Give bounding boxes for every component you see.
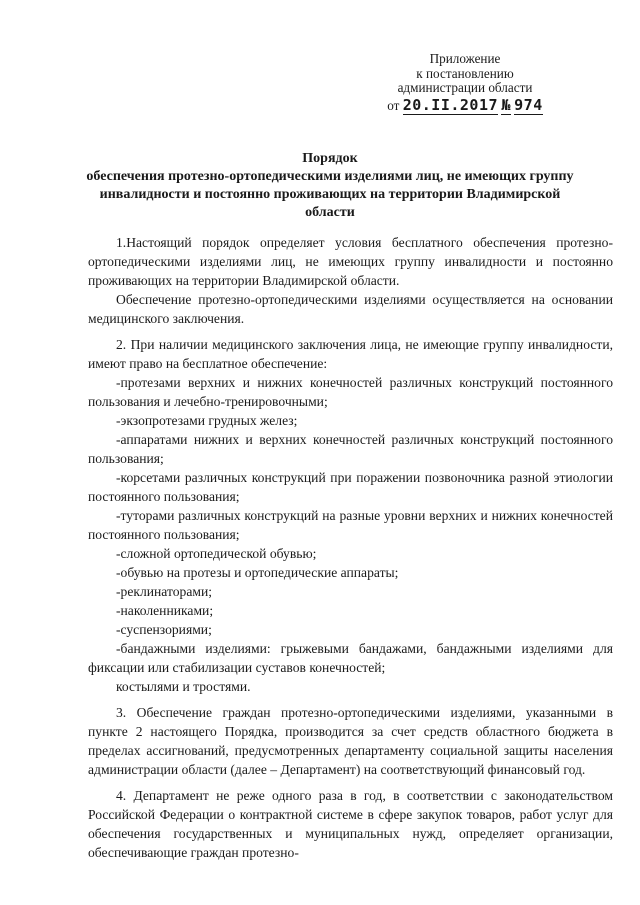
annex-line-2: к постановлению xyxy=(416,65,514,81)
paragraph-1b: Обеспечение протезно-ортопедическими изделиями осуществляется на основании медицинского заключения. xyxy=(88,292,613,326)
list-item: -наколенниками; xyxy=(116,603,214,618)
paragraph-2: 2. При наличии медицинского заключения лица, не имеющие группу инвалидности, имеют право на бесплатное обеспечение: xyxy=(88,337,613,371)
number-mark: № xyxy=(501,95,511,114)
list-item: -экзопротезами грудных желез; xyxy=(116,413,298,428)
paragraph-4: 4. Департамент не реже одного раза в год, в соответствии с законодательством Российской Федерации о контрактной системе в сфере закупок товаров, работ услуг для обеспечения государственных и муниципальных нужд, определяет организации, обеспечивающие граждан протезно- xyxy=(88,788,613,860)
paragraph-3: 3. Обеспечение граждан протезно-ортопедическими изделиями, указанными в пункте 2 настоящего Порядка, производится за счет средств областного бюджета в пределах ассигнований, предусмотренных департаменту социальной защиты населения администрации области (далее – Департамент) на соответствующий финансовый год. xyxy=(88,705,613,777)
annex-date-line xyxy=(350,95,580,114)
list-item: -бандажными изделиями: грыжевыми бандажами, бандажными изделиями для фиксации или стабилизации суставов конечностей; xyxy=(88,641,613,675)
annex-block xyxy=(350,52,580,113)
annex-line-3: администрации области xyxy=(397,80,533,96)
decree-number: 974 xyxy=(514,95,543,114)
list-item: -реклинаторами; xyxy=(116,584,213,599)
list-item: -туторами различных конструкций на разные уровни верхних и нижних конечностей постоянного пользования; xyxy=(88,508,613,542)
list-item: -корсетами различных конструкций при поражении позвоночника разной этиологии постоянного пользования; xyxy=(88,470,613,504)
list-item: -суспензориями; xyxy=(116,622,212,637)
document-title xyxy=(80,150,580,222)
list-item: -протезами верхних и нижних конечностей различных конструкций постоянного пользования и лечебно-тренировочными; xyxy=(88,375,613,409)
list-item: -аппаратами нижних и верхних конечностей различных конструкций постоянного пользования; xyxy=(88,432,613,466)
date-prefix: от xyxy=(387,97,400,113)
annex-line-1: Приложение xyxy=(429,51,501,66)
document-body xyxy=(88,233,613,862)
list-item: костылями и тростями. xyxy=(116,679,251,694)
decree-date: 20.II.2017 xyxy=(402,95,499,114)
title-subtitle: обеспечения протезно-ортопедическими изделиями лиц, не имеющих группу инвалидности и постоянно проживающих на территории Владимирской области xyxy=(86,169,574,220)
paragraph-1: 1.Настоящий порядок определяет условия бесплатного обеспечения протезно-ортопедическими изделиями лиц, не имеющих группу инвалидности и постоянно проживающих на территории Владимирской области. xyxy=(88,235,613,288)
list-item: -обувью на протезы и ортопедические аппараты; xyxy=(116,565,399,580)
list-item: -сложной ортопедической обувью; xyxy=(116,546,317,561)
title-heading: Порядок xyxy=(302,151,358,166)
